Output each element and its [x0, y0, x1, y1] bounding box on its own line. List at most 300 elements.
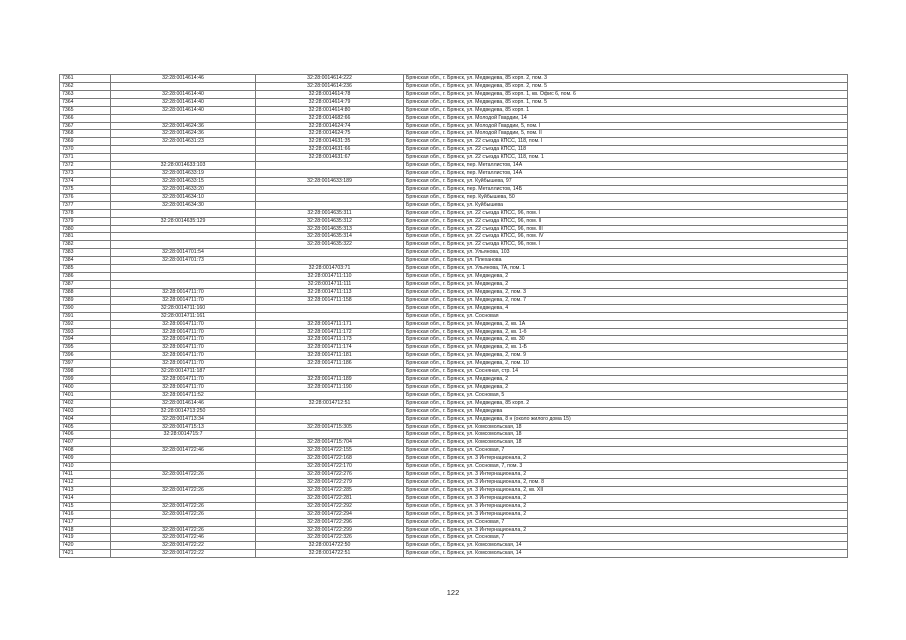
table-row	[60, 510, 848, 518]
object-cadastral-number-cell: 32:28:0014631:67	[256, 154, 404, 162]
table-row	[60, 423, 848, 431]
object-cadastral-number-cell: 32:28:0014711:171	[256, 320, 404, 328]
address-cell: Брянская обл., г. Брянск, ул. Медведева, 85 корп. 2, пом. 3	[404, 75, 848, 83]
address-cell: Брянская обл., г. Брянск, ул. Сосновая, 5	[404, 391, 848, 399]
row-number-cell: 7365	[60, 106, 111, 114]
parcel-cadastral-number-cell: 32:28:0014624:36	[111, 122, 256, 130]
address-cell: Брянская обл., г. Брянск, ул. 22 съезда КПСС, 118	[404, 146, 848, 154]
table-row	[60, 257, 848, 265]
address-cell: Брянская обл., г. Брянск, ул. Плеханова	[404, 257, 848, 265]
object-cadastral-number-cell	[256, 391, 404, 399]
address-cell: Брянская обл., г. Брянск, пер. Металлистов, 14А	[404, 170, 848, 178]
table-row	[60, 455, 848, 463]
address-cell: Брянская обл., г. Брянск, ул. Сосняная, стр. 14	[404, 368, 848, 376]
table-row	[60, 336, 848, 344]
row-number-cell: 7384	[60, 257, 111, 265]
table-row	[60, 177, 848, 185]
object-cadastral-number-cell: 32:28:0014614:79	[256, 98, 404, 106]
table-row	[60, 225, 848, 233]
address-cell: Брянская обл., г. Брянск, ул. Медведева, 8 н (около жилого дома 15)	[404, 415, 848, 423]
object-cadastral-number-cell	[256, 162, 404, 170]
row-number-cell: 7372	[60, 162, 111, 170]
table-row	[60, 114, 848, 122]
row-number-cell: 7395	[60, 344, 111, 352]
row-number-cell: 7381	[60, 233, 111, 241]
row-number-cell: 7394	[60, 336, 111, 344]
object-cadastral-number-cell	[256, 193, 404, 201]
row-number-cell: 7402	[60, 399, 111, 407]
row-number-cell: 7378	[60, 209, 111, 217]
row-number-cell: 7369	[60, 138, 111, 146]
object-cadastral-number-cell: 32:28:0014711:189	[256, 376, 404, 384]
parcel-cadastral-number-cell: 32:28:0014614:46	[111, 75, 256, 83]
address-cell: Брянская обл., г. Брянск, ул. 3 Интернационала, 2	[404, 471, 848, 479]
parcel-cadastral-number-cell	[111, 518, 256, 526]
parcel-cadastral-number-cell: 32:28:0014711:70	[111, 336, 256, 344]
object-cadastral-number-cell: 32:28:0014614:222	[256, 75, 404, 83]
row-number-cell: 7420	[60, 542, 111, 550]
object-cadastral-number-cell	[256, 415, 404, 423]
object-cadastral-number-cell: 32:28:0014633:189	[256, 177, 404, 185]
object-cadastral-number-cell: 32:28:0014722:168	[256, 455, 404, 463]
parcel-cadastral-number-cell: 32:28:0014711:70	[111, 360, 256, 368]
address-cell: Брянская обл., г. Брянск, ул. 22 съезда КПСС, 96, пом. IV	[404, 233, 848, 241]
parcel-cadastral-number-cell: 32:28:0014633:20	[111, 185, 256, 193]
parcel-cadastral-number-cell	[111, 146, 256, 154]
table-row	[60, 399, 848, 407]
object-cadastral-number-cell: 32:28:0014711:113	[256, 288, 404, 296]
parcel-cadastral-number-cell: 32:28:0014633:19	[111, 170, 256, 178]
row-number-cell: 7392	[60, 320, 111, 328]
object-cadastral-number-cell	[256, 304, 404, 312]
parcel-cadastral-number-cell	[111, 494, 256, 502]
table-row	[60, 360, 848, 368]
table-row	[60, 479, 848, 487]
address-cell: Брянская обл., г. Брянск, ул. Комсомольская, 14	[404, 550, 848, 558]
row-number-cell: 7399	[60, 376, 111, 384]
address-cell: Брянская обл., г. Брянск, ул. 22 съезда КПСС, 96, пом. I	[404, 209, 848, 217]
address-cell: Брянская обл., г. Брянск, ул. Медведева, 2, пом. 3	[404, 288, 848, 296]
row-number-cell: 7370	[60, 146, 111, 154]
row-number-cell: 7398	[60, 368, 111, 376]
address-cell: Брянская обл., г. Брянск, ул. Медведева, 2, пом. 9	[404, 352, 848, 360]
object-cadastral-number-cell	[256, 249, 404, 257]
object-cadastral-number-cell: 32:28:0014722:276	[256, 471, 404, 479]
parcel-cadastral-number-cell: 32:28:0014701:54	[111, 249, 256, 257]
object-cadastral-number-cell: 32:28:0014711:174	[256, 344, 404, 352]
row-number-cell: 7390	[60, 304, 111, 312]
table-row	[60, 122, 848, 130]
parcel-cadastral-number-cell: 32:28:0014722:26	[111, 526, 256, 534]
parcel-cadastral-number-cell	[111, 233, 256, 241]
table-row	[60, 368, 848, 376]
table-row	[60, 154, 848, 162]
parcel-cadastral-number-cell	[111, 479, 256, 487]
table-row	[60, 518, 848, 526]
parcel-cadastral-number-cell: 32:28:0014722:46	[111, 447, 256, 455]
address-cell: Брянская обл., г. Брянск, ул. Молодой Гвардии, 5, пом. II	[404, 130, 848, 138]
parcel-cadastral-number-cell: 32:28:0014722:26	[111, 471, 256, 479]
row-number-cell: 7415	[60, 502, 111, 510]
address-cell: Брянская обл., г. Брянск, ул. Ульянова, 7А, пом. 1	[404, 265, 848, 273]
object-cadastral-number-cell: 32:28:0014711:172	[256, 328, 404, 336]
table-row	[60, 90, 848, 98]
object-cadastral-number-cell	[256, 407, 404, 415]
parcel-cadastral-number-cell: 32:28:0014722:22	[111, 550, 256, 558]
object-cadastral-number-cell: 32:28:0014722:285	[256, 486, 404, 494]
address-cell: Брянская обл., г. Брянск, пер. Куйбышева, 50	[404, 193, 848, 201]
table-row	[60, 391, 848, 399]
parcel-cadastral-number-cell: 32:28:0014711:52	[111, 391, 256, 399]
address-cell: Брянская обл., г. Брянск, ул. Медведева, 85 корп. 1, кв. Офис 6, пом. 6	[404, 90, 848, 98]
table-row	[60, 217, 848, 225]
address-cell: Брянская обл., г. Брянск, ул. Медведева, 2, пом. 7	[404, 296, 848, 304]
object-cadastral-number-cell: 32:28:0014635:314	[256, 233, 404, 241]
row-number-cell: 7413	[60, 486, 111, 494]
parcel-cadastral-number-cell: 32:28:0014722:46	[111, 534, 256, 542]
table-row	[60, 233, 848, 241]
parcel-cadastral-number-cell: 32:28:0014711:160	[111, 304, 256, 312]
address-cell: Брянская обл., г. Брянск, ул. 3 Интернационала, 2	[404, 502, 848, 510]
row-number-cell: 7410	[60, 463, 111, 471]
address-cell: Брянская обл., г. Брянск, ул. Куйбышева, 97	[404, 177, 848, 185]
parcel-cadastral-number-cell: 32:28:0014713:34	[111, 415, 256, 423]
address-cell: Брянская обл., г. Брянск, ул. Медведева, 85 корп. 2	[404, 399, 848, 407]
parcel-cadastral-number-cell	[111, 154, 256, 162]
object-cadastral-number-cell: 32:28:0014635:312	[256, 217, 404, 225]
parcel-cadastral-number-cell	[111, 273, 256, 281]
parcel-cadastral-number-cell: 32:28:0014711:70	[111, 328, 256, 336]
address-cell: Брянская обл., г. Брянск, ул. Медведева, 2, пом. 10	[404, 360, 848, 368]
address-cell: Брянская обл., г. Брянск, ул. 3 Интернационала, 2	[404, 455, 848, 463]
row-number-cell: 7364	[60, 98, 111, 106]
row-number-cell: 7416	[60, 510, 111, 518]
object-cadastral-number-cell: 32:28:0014722:155	[256, 447, 404, 455]
row-number-cell: 7409	[60, 455, 111, 463]
row-number-cell: 7407	[60, 439, 111, 447]
object-cadastral-number-cell: 32:28:0014711:110	[256, 273, 404, 281]
object-cadastral-number-cell: 32:28:0014722:294	[256, 510, 404, 518]
address-cell: Брянская обл., г. Брянск, ул. 3 Интернационала, 2, кв. XII	[404, 486, 848, 494]
parcel-cadastral-number-cell	[111, 114, 256, 122]
parcel-cadastral-number-cell	[111, 280, 256, 288]
parcel-cadastral-number-cell: 32:28:0014614:40	[111, 90, 256, 98]
object-cadastral-number-cell: 32:28:0014711:190	[256, 383, 404, 391]
row-number-cell: 7379	[60, 217, 111, 225]
object-cadastral-number-cell: 32:28:0014722:50	[256, 542, 404, 550]
object-cadastral-number-cell: 32:28:0014711:111	[256, 280, 404, 288]
object-cadastral-number-cell: 32:28:0014715:704	[256, 439, 404, 447]
parcel-cadastral-number-cell: 32:28:0014722:26	[111, 486, 256, 494]
parcel-cadastral-number-cell: 32:28:0014631:23	[111, 138, 256, 146]
table-row	[60, 494, 848, 502]
address-cell: Брянская обл., г. Брянск, ул. Медведева, 85 корп. 1, пом. 5	[404, 98, 848, 106]
object-cadastral-number-cell: 32:28:0014722:170	[256, 463, 404, 471]
parcel-cadastral-number-cell: 32:28:0014715:7	[111, 431, 256, 439]
parcel-cadastral-number-cell	[111, 439, 256, 447]
object-cadastral-number-cell: 32:28:0014722:292	[256, 502, 404, 510]
object-cadastral-number-cell: 32:28:0014722:299	[256, 526, 404, 534]
parcel-cadastral-number-cell: 32:28:0014614:40	[111, 98, 256, 106]
address-cell: Брянская обл., г. Брянск, ул. 22 съезда КПСС, 96, пом. I	[404, 241, 848, 249]
object-cadastral-number-cell: 32:28:0014703:71	[256, 265, 404, 273]
table-row	[60, 130, 848, 138]
table-row	[60, 471, 848, 479]
row-number-cell: 7382	[60, 241, 111, 249]
table-row	[60, 526, 848, 534]
object-cadastral-number-cell	[256, 431, 404, 439]
row-number-cell: 7393	[60, 328, 111, 336]
parcel-cadastral-number-cell: 32:28:0014722:26	[111, 510, 256, 518]
row-number-cell: 7389	[60, 296, 111, 304]
address-cell: Брянская обл., г. Брянск, ул. Ульянова, 103	[404, 249, 848, 257]
object-cadastral-number-cell: 32:28:0014635:322	[256, 241, 404, 249]
row-number-cell: 7400	[60, 383, 111, 391]
table-row	[60, 209, 848, 217]
address-cell: Брянская обл., г. Брянск, ул. 3 Интернационала, 2, пом. 8	[404, 479, 848, 487]
address-cell: Брянская обл., г. Брянск, ул. Медведева	[404, 407, 848, 415]
parcel-cadastral-number-cell: 32:28:0014711:70	[111, 376, 256, 384]
table-row	[60, 447, 848, 455]
table-row	[60, 201, 848, 209]
row-number-cell: 7387	[60, 280, 111, 288]
address-cell: Брянская обл., г. Брянск, ул. 3 Интернационала, 2	[404, 526, 848, 534]
parcel-cadastral-number-cell: 32:28:0014614:46	[111, 399, 256, 407]
address-cell: Брянская обл., г. Брянск, ул. Комсомольская, 18	[404, 439, 848, 447]
parcel-cadastral-number-cell: 32:28:0014711:70	[111, 344, 256, 352]
row-number-cell: 7383	[60, 249, 111, 257]
parcel-cadastral-number-cell	[111, 241, 256, 249]
address-cell: Брянская обл., г. Брянск, ул. Медведева, 2	[404, 383, 848, 391]
row-number-cell: 7374	[60, 177, 111, 185]
object-cadastral-number-cell	[256, 185, 404, 193]
object-cadastral-number-cell: 32:28:0014711:173	[256, 336, 404, 344]
row-number-cell: 7405	[60, 423, 111, 431]
row-number-cell: 7371	[60, 154, 111, 162]
row-number-cell: 7376	[60, 193, 111, 201]
table-row	[60, 193, 848, 201]
object-cadastral-number-cell: 32:28:0014631:66	[256, 146, 404, 154]
object-cadastral-number-cell: 32:28:0014722:279	[256, 479, 404, 487]
row-number-cell: 7421	[60, 550, 111, 558]
address-cell: Брянская обл., г. Брянск, ул. 22 съезда КПСС, 118, пом. I	[404, 138, 848, 146]
object-cadastral-number-cell: 32:28:0014631:35	[256, 138, 404, 146]
address-cell: Брянская обл., г. Брянск, ул. 3 Интернационала, 2	[404, 494, 848, 502]
row-number-cell: 7414	[60, 494, 111, 502]
table-row	[60, 383, 848, 391]
table-row	[60, 312, 848, 320]
parcel-cadastral-number-cell: 32:28:0014722:22	[111, 542, 256, 550]
object-cadastral-number-cell: 32:28:0014712:51	[256, 399, 404, 407]
row-number-cell: 7418	[60, 526, 111, 534]
address-cell: Брянская обл., г. Брянск, ул. Сосновая, 7	[404, 534, 848, 542]
parcel-cadastral-number-cell: 32:28:0014711:70	[111, 352, 256, 360]
table-row	[60, 146, 848, 154]
object-cadastral-number-cell: 32:28:0014635:313	[256, 225, 404, 233]
row-number-cell: 7417	[60, 518, 111, 526]
address-cell: Брянская обл., г. Брянск, ул. Медведева, 2, кв. 1А	[404, 320, 848, 328]
row-number-cell: 7373	[60, 170, 111, 178]
table-row	[60, 162, 848, 170]
parcel-cadastral-number-cell: 32:28:0014722:26	[111, 502, 256, 510]
parcel-cadastral-number-cell	[111, 265, 256, 273]
address-cell: Брянская обл., г. Брянск, ул. Молодой Гвардии, 14	[404, 114, 848, 122]
parcel-cadastral-number-cell: 32:28:0014711:70	[111, 320, 256, 328]
row-number-cell: 7366	[60, 114, 111, 122]
object-cadastral-number-cell: 32:28:0014722:326	[256, 534, 404, 542]
parcel-cadastral-number-cell: 32:28:0014711:70	[111, 288, 256, 296]
cadastral-table-body	[60, 75, 848, 558]
address-cell: Брянская обл., г. Брянск, ул. Сосновая, 7	[404, 447, 848, 455]
table-row	[60, 502, 848, 510]
object-cadastral-number-cell: 32:28:0014722:296	[256, 518, 404, 526]
row-number-cell: 7412	[60, 479, 111, 487]
parcel-cadastral-number-cell: 32:28:0014711:161	[111, 312, 256, 320]
table-row	[60, 241, 848, 249]
parcel-cadastral-number-cell: 32:28:0014633:15	[111, 177, 256, 185]
table-row	[60, 352, 848, 360]
table-row	[60, 550, 848, 558]
table-row	[60, 344, 848, 352]
object-cadastral-number-cell: 32:28:0014715:305	[256, 423, 404, 431]
table-row	[60, 170, 848, 178]
parcel-cadastral-number-cell: 32:28:0014614:40	[111, 106, 256, 114]
table-row	[60, 280, 848, 288]
table-row	[60, 463, 848, 471]
parcel-cadastral-number-cell	[111, 225, 256, 233]
address-cell: Брянская обл., г. Брянск, ул. Медведева, 2, кв. 1-б	[404, 328, 848, 336]
object-cadastral-number-cell: 32:28:0014722:51	[256, 550, 404, 558]
address-cell: Брянская обл., г. Брянск, ул. Сосновая, 7, пом. 3	[404, 463, 848, 471]
address-cell: Брянская обл., г. Брянск, ул. Медведева, 2, кв. 30	[404, 336, 848, 344]
address-cell: Брянская обл., г. Брянск, ул. Комсомольская, 18	[404, 423, 848, 431]
table-row	[60, 273, 848, 281]
table-row	[60, 82, 848, 90]
row-number-cell: 7368	[60, 130, 111, 138]
table-row	[60, 439, 848, 447]
row-number-cell: 7385	[60, 265, 111, 273]
object-cadastral-number-cell: 32:28:0014711:181	[256, 352, 404, 360]
row-number-cell: 7363	[60, 90, 111, 98]
row-number-cell: 7362	[60, 82, 111, 90]
table-row	[60, 288, 848, 296]
row-number-cell: 7419	[60, 534, 111, 542]
table-row	[60, 542, 848, 550]
table-row	[60, 328, 848, 336]
address-cell: Брянская обл., г. Брянск, ул. Медведева, 85 корп. 1	[404, 106, 848, 114]
row-number-cell: 7397	[60, 360, 111, 368]
row-number-cell: 7403	[60, 407, 111, 415]
address-cell: Брянская обл., г. Брянск, ул. Сосновая	[404, 312, 848, 320]
parcel-cadastral-number-cell: 32:28:0014633:103	[111, 162, 256, 170]
parcel-cadastral-number-cell: 32:28:0014711:70	[111, 383, 256, 391]
object-cadastral-number-cell	[256, 170, 404, 178]
parcel-cadastral-number-cell: 32:28:0014624:36	[111, 130, 256, 138]
object-cadastral-number-cell: 32:28:0014635:311	[256, 209, 404, 217]
address-cell: Брянская обл., г. Брянск, пер. Металлистов, 14Б	[404, 185, 848, 193]
page-number: 122	[446, 588, 460, 597]
cadastral-table	[59, 74, 848, 558]
row-number-cell: 7375	[60, 185, 111, 193]
table-row	[60, 431, 848, 439]
address-cell: Брянская обл., г. Брянск, ул. Медведева, 2, кв. 1-Б	[404, 344, 848, 352]
object-cadastral-number-cell: 32:28:0014614:80	[256, 106, 404, 114]
parcel-cadastral-number-cell: 32:28:0014713:250	[111, 407, 256, 415]
address-cell: Брянская обл., г. Брянск, ул. Медведева, 2	[404, 273, 848, 281]
address-cell: Брянская обл., г. Брянск, ул. Медведева, 2	[404, 376, 848, 384]
object-cadastral-number-cell: 32:28:0014722:281	[256, 494, 404, 502]
parcel-cadastral-number-cell	[111, 463, 256, 471]
row-number-cell: 7408	[60, 447, 111, 455]
table-row	[60, 534, 848, 542]
row-number-cell: 7406	[60, 431, 111, 439]
table-row	[60, 185, 848, 193]
table-row	[60, 320, 848, 328]
row-number-cell: 7396	[60, 352, 111, 360]
table-row	[60, 75, 848, 83]
table-row	[60, 106, 848, 114]
parcel-cadastral-number-cell	[111, 455, 256, 463]
table-row	[60, 407, 848, 415]
table-row	[60, 138, 848, 146]
address-cell: Брянская обл., г. Брянск, ул. Молодой Гвардии, 5, пом. I	[404, 122, 848, 130]
table-row	[60, 98, 848, 106]
object-cadastral-number-cell: 32:28:0014624:75	[256, 130, 404, 138]
object-cadastral-number-cell	[256, 257, 404, 265]
object-cadastral-number-cell	[256, 201, 404, 209]
table-row	[60, 249, 848, 257]
address-cell: Брянская обл., г. Брянск, ул. 3 Интернационала, 2	[404, 510, 848, 518]
parcel-cadastral-number-cell: 32:28:0014711:70	[111, 296, 256, 304]
address-cell: Брянская обл., г. Брянск, ул. Куйбышева	[404, 201, 848, 209]
table-row	[60, 376, 848, 384]
address-cell: Брянская обл., г. Брянск, ул. Комсомольская, 14	[404, 542, 848, 550]
address-cell: Брянская обл., г. Брянск, ул. Медведева, 85 корп. 2, пом. 5	[404, 82, 848, 90]
row-number-cell: 7411	[60, 471, 111, 479]
object-cadastral-number-cell: 32:28:0014711:186	[256, 360, 404, 368]
row-number-cell: 7404	[60, 415, 111, 423]
row-number-cell: 7377	[60, 201, 111, 209]
parcel-cadastral-number-cell: 32:28:0014715:13	[111, 423, 256, 431]
row-number-cell: 7361	[60, 75, 111, 83]
object-cadastral-number-cell	[256, 312, 404, 320]
parcel-cadastral-number-cell	[111, 82, 256, 90]
object-cadastral-number-cell	[256, 368, 404, 376]
table-row	[60, 296, 848, 304]
object-cadastral-number-cell: 32:28:0014614:236	[256, 82, 404, 90]
row-number-cell: 7391	[60, 312, 111, 320]
address-cell: Брянская обл., г. Брянск, ул. Медведева, 2	[404, 280, 848, 288]
table-row	[60, 304, 848, 312]
address-cell: Брянская обл., г. Брянск, ул. Комсомольская, 18	[404, 431, 848, 439]
address-cell: Брянская обл., г. Брянск, ул. 22 съезда КПСС, 96, пом. III	[404, 225, 848, 233]
row-number-cell: 7380	[60, 225, 111, 233]
address-cell: Брянская обл., г. Брянск, ул. 22 съезда КПСС, 118, пом. 1	[404, 154, 848, 162]
parcel-cadastral-number-cell	[111, 209, 256, 217]
parcel-cadastral-number-cell: 32:28:0014701:73	[111, 257, 256, 265]
row-number-cell: 7401	[60, 391, 111, 399]
object-cadastral-number-cell: 32:28:0014624:74	[256, 122, 404, 130]
parcel-cadastral-number-cell: 32:28:0014635:129	[111, 217, 256, 225]
parcel-cadastral-number-cell: 32:28:0014634:30	[111, 201, 256, 209]
object-cadastral-number-cell: 32:28:0014711:158	[256, 296, 404, 304]
parcel-cadastral-number-cell: 32:28:0014634:10	[111, 193, 256, 201]
row-number-cell: 7388	[60, 288, 111, 296]
table-row	[60, 265, 848, 273]
table-row	[60, 486, 848, 494]
row-number-cell: 7386	[60, 273, 111, 281]
address-cell: Брянская обл., г. Брянск, ул. Медведева, 4	[404, 304, 848, 312]
